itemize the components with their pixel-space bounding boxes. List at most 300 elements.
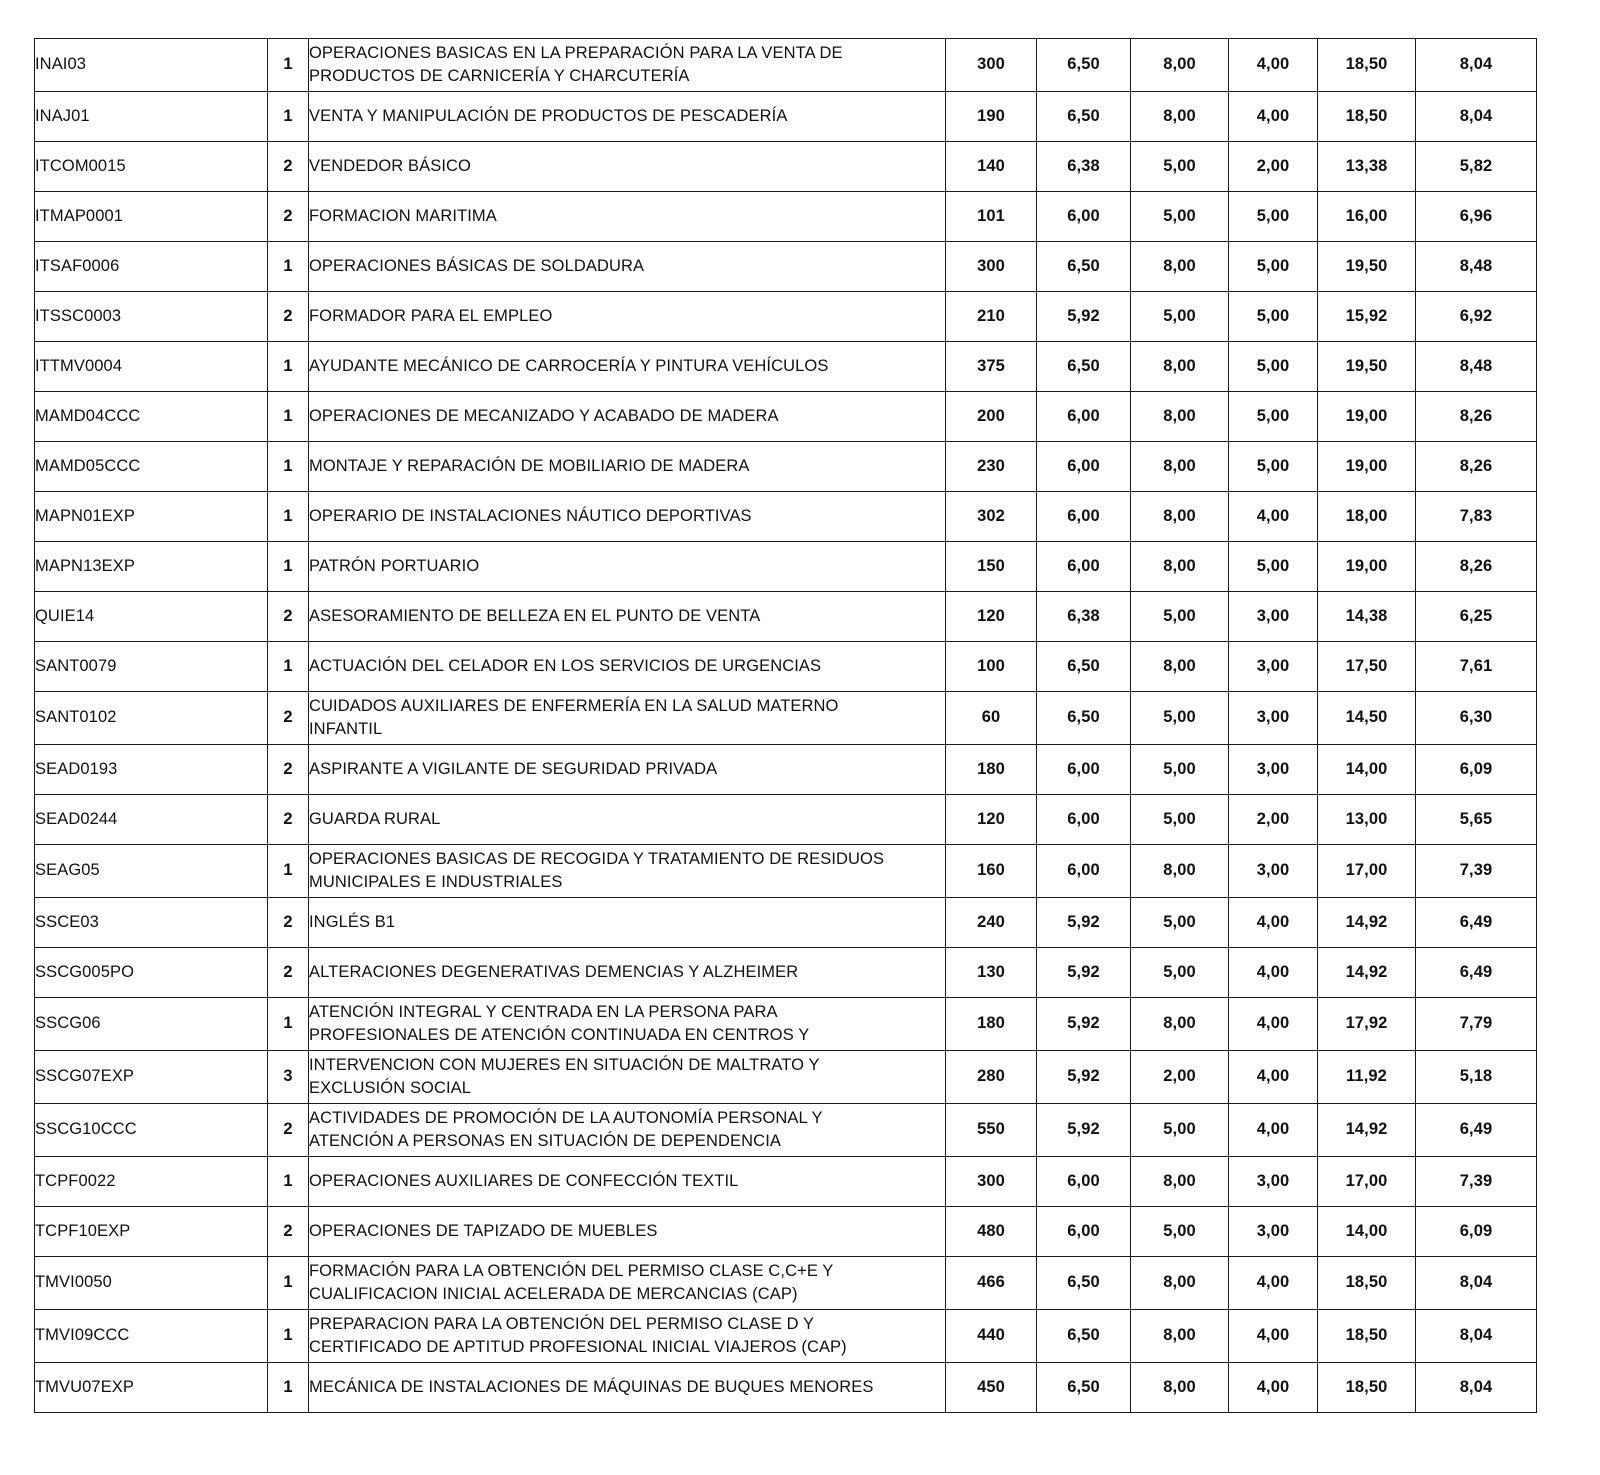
cell-total: 14,00	[1318, 1207, 1416, 1257]
cell-horas: 450	[946, 1363, 1037, 1413]
cell-codigo: TMVU07EXP	[35, 1363, 268, 1413]
cell-valor3: 5,00	[1229, 292, 1318, 342]
cell-codigo: SEAD0244	[35, 795, 268, 845]
cell-total: 18,50	[1318, 39, 1416, 92]
cell-denominacion	[309, 1051, 946, 1104]
cell-numero: 2	[268, 898, 309, 948]
cell-numero: 1	[268, 1363, 309, 1413]
cell-valor2: 8,00	[1131, 392, 1229, 442]
cell-total: 19,00	[1318, 392, 1416, 442]
cell-horas: 480	[946, 1207, 1037, 1257]
cell-valor3: 3,00	[1229, 845, 1318, 898]
cell-total: 16,00	[1318, 192, 1416, 242]
cell-denominacion	[309, 392, 946, 442]
denominacion-line: OPERACIONES BASICAS DE RECOGIDA Y TRATAMIENTO DE RESIDUOS	[309, 850, 885, 869]
cell-puntuacion: 7,83	[1416, 492, 1537, 542]
cell-denominacion	[309, 342, 946, 392]
cell-puntuacion: 7,61	[1416, 642, 1537, 692]
cell-numero: 1	[268, 1157, 309, 1207]
table-row	[35, 142, 1537, 192]
denominacion-line: ATENCIÓN A PERSONAS EN SITUACIÓN DE DEPENDENCIA	[309, 1131, 781, 1150]
cell-valor2: 8,00	[1131, 39, 1229, 92]
cell-valor1: 6,00	[1037, 542, 1131, 592]
cell-valor2: 5,00	[1131, 1207, 1229, 1257]
cell-horas: 300	[946, 242, 1037, 292]
cell-denominacion	[309, 492, 946, 542]
cell-denominacion	[309, 542, 946, 592]
cell-valor1: 6,50	[1037, 39, 1131, 92]
table-row	[35, 795, 1537, 845]
cell-horas: 440	[946, 1310, 1037, 1363]
table-row	[35, 845, 1537, 898]
cell-horas: 302	[946, 492, 1037, 542]
cell-valor1: 6,00	[1037, 192, 1131, 242]
denominacion-line: CUIDADOS AUXILIARES DE ENFERMERÍA EN LA SALUD MATERNO	[309, 697, 839, 716]
cell-valor3: 5,00	[1229, 192, 1318, 242]
cell-valor3: 2,00	[1229, 795, 1318, 845]
cell-codigo: SANT0102	[35, 692, 268, 745]
cell-total: 18,00	[1318, 492, 1416, 542]
cell-valor2: 8,00	[1131, 242, 1229, 292]
table-row	[35, 1257, 1537, 1310]
cell-numero: 1	[268, 1257, 309, 1310]
cell-total: 14,38	[1318, 592, 1416, 642]
cell-puntuacion: 7,79	[1416, 998, 1537, 1051]
table-row	[35, 1310, 1537, 1363]
cell-puntuacion: 6,49	[1416, 898, 1537, 948]
cell-puntuacion: 7,39	[1416, 845, 1537, 898]
cell-codigo: TMVI09CCC	[35, 1310, 268, 1363]
cell-numero: 1	[268, 845, 309, 898]
cell-total: 17,50	[1318, 642, 1416, 692]
cell-valor1: 6,50	[1037, 342, 1131, 392]
cell-valor2: 8,00	[1131, 845, 1229, 898]
cell-denominacion	[309, 1363, 946, 1413]
denominacion-line: OPERACIONES DE MECANIZADO Y ACABADO DE MADERA	[309, 406, 779, 425]
cell-numero: 2	[268, 745, 309, 795]
cell-puntuacion: 8,04	[1416, 1363, 1537, 1413]
cell-valor2: 5,00	[1131, 192, 1229, 242]
table-row	[35, 1051, 1537, 1104]
cell-codigo: INAJ01	[35, 92, 268, 142]
cell-numero: 1	[268, 342, 309, 392]
cell-valor2: 8,00	[1131, 442, 1229, 492]
cell-valor2: 8,00	[1131, 998, 1229, 1051]
denominacion-line: ASPIRANTE A VIGILANTE DE SEGURIDAD PRIVADA	[309, 759, 718, 778]
cell-total: 18,50	[1318, 1310, 1416, 1363]
table-row	[35, 442, 1537, 492]
cell-codigo: ITTMV0004	[35, 342, 268, 392]
table-row	[35, 342, 1537, 392]
cell-denominacion	[309, 1257, 946, 1310]
denominacion-line: PREPARACION PARA LA OBTENCIÓN DEL PERMISO CLASE D Y	[309, 1315, 815, 1334]
cell-codigo: ITSAF0006	[35, 242, 268, 292]
cell-horas: 150	[946, 542, 1037, 592]
cell-total: 14,92	[1318, 1104, 1416, 1157]
cell-valor3: 3,00	[1229, 1207, 1318, 1257]
cell-horas: 300	[946, 39, 1037, 92]
cell-valor2: 5,00	[1131, 142, 1229, 192]
cell-numero: 1	[268, 1310, 309, 1363]
cell-valor1: 6,50	[1037, 642, 1131, 692]
cell-puntuacion: 8,48	[1416, 242, 1537, 292]
denominacion-line: OPERACIONES DE TAPIZADO DE MUEBLES	[309, 1221, 658, 1240]
cell-total: 14,50	[1318, 692, 1416, 745]
cell-codigo: SEAG05	[35, 845, 268, 898]
cell-horas: 300	[946, 1157, 1037, 1207]
cell-denominacion	[309, 692, 946, 745]
cell-total: 11,92	[1318, 1051, 1416, 1104]
cell-codigo: MAMD05CCC	[35, 442, 268, 492]
cell-codigo: MAPN13EXP	[35, 542, 268, 592]
table-row	[35, 92, 1537, 142]
cell-valor1: 6,50	[1037, 692, 1131, 745]
table-row	[35, 542, 1537, 592]
table-row	[35, 745, 1537, 795]
cell-valor1: 5,92	[1037, 292, 1131, 342]
cell-numero: 1	[268, 92, 309, 142]
cell-numero: 2	[268, 142, 309, 192]
cell-valor2: 5,00	[1131, 1104, 1229, 1157]
cell-valor2: 5,00	[1131, 795, 1229, 845]
cell-numero: 2	[268, 192, 309, 242]
cell-puntuacion: 6,09	[1416, 1207, 1537, 1257]
cell-denominacion	[309, 192, 946, 242]
cell-horas: 550	[946, 1104, 1037, 1157]
cell-denominacion	[309, 642, 946, 692]
cell-denominacion	[309, 948, 946, 998]
cell-puntuacion: 6,09	[1416, 745, 1537, 795]
denominacion-line: MUNICIPALES E INDUSTRIALES	[309, 872, 563, 891]
cell-puntuacion: 8,04	[1416, 1310, 1537, 1363]
cell-valor3: 4,00	[1229, 1257, 1318, 1310]
cell-numero: 1	[268, 242, 309, 292]
cell-total: 17,92	[1318, 998, 1416, 1051]
denominacion-line: ACTUACIÓN DEL CELADOR EN LOS SERVICIOS DE URGENCIAS	[309, 656, 822, 675]
cell-codigo: ITCOM0015	[35, 142, 268, 192]
cell-horas: 160	[946, 845, 1037, 898]
cell-numero: 2	[268, 1104, 309, 1157]
cell-valor3: 4,00	[1229, 898, 1318, 948]
denominacion-line: ALTERACIONES DEGENERATIVAS DEMENCIAS Y ALZHEIMER	[309, 962, 799, 981]
cell-codigo: SSCG06	[35, 998, 268, 1051]
denominacion-line: CUALIFICACION INICIAL ACELERADA DE MERCANCIAS (CAP)	[309, 1284, 798, 1303]
cell-total: 14,92	[1318, 898, 1416, 948]
cell-total: 19,00	[1318, 442, 1416, 492]
denominacion-line: OPERACIONES BÁSICAS DE SOLDADURA	[309, 256, 645, 275]
table-row	[35, 998, 1537, 1051]
cell-puntuacion: 8,26	[1416, 442, 1537, 492]
cell-valor3: 3,00	[1229, 592, 1318, 642]
cell-total: 19,00	[1318, 542, 1416, 592]
cell-denominacion	[309, 998, 946, 1051]
cell-denominacion	[309, 242, 946, 292]
cell-valor1: 6,50	[1037, 92, 1131, 142]
denominacion-line: EXCLUSIÓN SOCIAL	[309, 1078, 472, 1097]
table-body	[35, 39, 1537, 1413]
denominacion-line: INGLÉS B1	[309, 912, 396, 931]
cell-total: 18,50	[1318, 92, 1416, 142]
cell-codigo: MAMD04CCC	[35, 392, 268, 442]
cell-codigo: TCPF10EXP	[35, 1207, 268, 1257]
cell-valor1: 6,50	[1037, 1310, 1131, 1363]
cell-valor2: 5,00	[1131, 745, 1229, 795]
cell-horas: 230	[946, 442, 1037, 492]
cell-valor1: 5,92	[1037, 948, 1131, 998]
cell-horas: 200	[946, 392, 1037, 442]
cell-codigo: SSCG07EXP	[35, 1051, 268, 1104]
cell-puntuacion: 8,04	[1416, 1257, 1537, 1310]
cell-horas: 190	[946, 92, 1037, 142]
cell-puntuacion: 6,49	[1416, 948, 1537, 998]
cell-numero: 1	[268, 542, 309, 592]
cell-valor1: 6,00	[1037, 1207, 1131, 1257]
cell-valor2: 5,00	[1131, 292, 1229, 342]
denominacion-line: OPERACIONES AUXILIARES DE CONFECCIÓN TEXTIL	[309, 1171, 739, 1190]
cell-valor1: 6,50	[1037, 1257, 1131, 1310]
cell-total: 17,00	[1318, 1157, 1416, 1207]
cell-codigo: SSCG10CCC	[35, 1104, 268, 1157]
cell-denominacion	[309, 39, 946, 92]
cell-numero: 2	[268, 795, 309, 845]
cell-denominacion	[309, 92, 946, 142]
cell-valor3: 4,00	[1229, 1310, 1318, 1363]
table-row	[35, 492, 1537, 542]
cell-valor1: 5,92	[1037, 898, 1131, 948]
cell-total: 19,50	[1318, 242, 1416, 292]
cell-puntuacion: 8,26	[1416, 392, 1537, 442]
cell-numero: 2	[268, 1207, 309, 1257]
denominacion-line: MECÁNICA DE INSTALACIONES DE MÁQUINAS DE BUQUES MENORES	[309, 1377, 874, 1396]
cell-codigo: SSCE03	[35, 898, 268, 948]
cell-codigo: ITMAP0001	[35, 192, 268, 242]
cell-denominacion	[309, 745, 946, 795]
cell-valor2: 8,00	[1131, 1310, 1229, 1363]
cell-valor2: 5,00	[1131, 948, 1229, 998]
courses-table	[34, 38, 1537, 1413]
table-row	[35, 39, 1537, 92]
cell-valor3: 5,00	[1229, 542, 1318, 592]
cell-puntuacion: 5,65	[1416, 795, 1537, 845]
cell-puntuacion: 5,18	[1416, 1051, 1537, 1104]
cell-valor1: 5,92	[1037, 1104, 1131, 1157]
table-row	[35, 1207, 1537, 1257]
table-row	[35, 1157, 1537, 1207]
cell-valor1: 6,00	[1037, 1157, 1131, 1207]
cell-codigo: QUIE14	[35, 592, 268, 642]
cell-horas: 101	[946, 192, 1037, 242]
cell-valor2: 8,00	[1131, 492, 1229, 542]
cell-denominacion	[309, 795, 946, 845]
cell-numero: 1	[268, 642, 309, 692]
cell-valor2: 8,00	[1131, 1157, 1229, 1207]
denominacion-line: PRODUCTOS DE CARNICERÍA Y CHARCUTERÍA	[309, 66, 690, 85]
cell-valor3: 4,00	[1229, 998, 1318, 1051]
cell-codigo: SSCG005PO	[35, 948, 268, 998]
table-row	[35, 898, 1537, 948]
cell-valor3: 3,00	[1229, 745, 1318, 795]
cell-codigo: SEAD0193	[35, 745, 268, 795]
denominacion-line: AYUDANTE MECÁNICO DE CARROCERÍA Y PINTURA VEHÍCULOS	[309, 356, 829, 375]
denominacion-line: OPERARIO DE INSTALACIONES NÁUTICO DEPORTIVAS	[309, 506, 752, 525]
cell-numero: 2	[268, 292, 309, 342]
cell-total: 19,50	[1318, 342, 1416, 392]
denominacion-line: FORMACIÓN PARA LA OBTENCIÓN DEL PERMISO CLASE C,C+E Y	[309, 1262, 834, 1281]
cell-numero: 2	[268, 948, 309, 998]
cell-horas: 466	[946, 1257, 1037, 1310]
cell-denominacion	[309, 1310, 946, 1363]
cell-valor2: 8,00	[1131, 1257, 1229, 1310]
denominacion-line: VENDEDOR BÁSICO	[309, 156, 471, 175]
cell-valor3: 3,00	[1229, 1157, 1318, 1207]
cell-horas: 180	[946, 745, 1037, 795]
cell-numero: 1	[268, 998, 309, 1051]
cell-valor3: 4,00	[1229, 492, 1318, 542]
cell-horas: 140	[946, 142, 1037, 192]
cell-valor1: 6,38	[1037, 142, 1131, 192]
cell-codigo: ITSSC0003	[35, 292, 268, 342]
cell-codigo: INAI03	[35, 39, 268, 92]
cell-puntuacion: 8,48	[1416, 342, 1537, 392]
cell-puntuacion: 8,04	[1416, 92, 1537, 142]
table-row	[35, 592, 1537, 642]
cell-puntuacion: 6,96	[1416, 192, 1537, 242]
table-row	[35, 1363, 1537, 1413]
cell-horas: 130	[946, 948, 1037, 998]
cell-puntuacion: 8,26	[1416, 542, 1537, 592]
cell-valor2: 5,00	[1131, 592, 1229, 642]
denominacion-line: GUARDA RURAL	[309, 809, 441, 828]
cell-horas: 210	[946, 292, 1037, 342]
cell-total: 17,00	[1318, 845, 1416, 898]
cell-denominacion	[309, 442, 946, 492]
cell-denominacion	[309, 898, 946, 948]
cell-valor1: 5,92	[1037, 998, 1131, 1051]
cell-puntuacion: 6,25	[1416, 592, 1537, 642]
denominacion-line: FORMADOR PARA EL EMPLEO	[309, 306, 553, 325]
cell-denominacion	[309, 592, 946, 642]
cell-valor1: 6,00	[1037, 392, 1131, 442]
cell-valor3: 4,00	[1229, 1051, 1318, 1104]
table-row	[35, 192, 1537, 242]
cell-valor3: 4,00	[1229, 1104, 1318, 1157]
cell-valor3: 4,00	[1229, 39, 1318, 92]
cell-horas: 180	[946, 998, 1037, 1051]
cell-puntuacion: 8,04	[1416, 39, 1537, 92]
cell-valor1: 6,00	[1037, 845, 1131, 898]
denominacion-line: OPERACIONES BASICAS EN LA PREPARACIÓN PARA LA VENTA DE	[309, 44, 843, 63]
cell-puntuacion: 5,82	[1416, 142, 1537, 192]
cell-denominacion	[309, 1207, 946, 1257]
denominacion-line: FORMACION MARITIMA	[309, 206, 497, 225]
denominacion-line: VENTA Y MANIPULACIÓN DE PRODUCTOS DE PESCADERÍA	[309, 106, 788, 125]
cell-horas: 280	[946, 1051, 1037, 1104]
cell-valor3: 4,00	[1229, 92, 1318, 142]
cell-valor2: 8,00	[1131, 1363, 1229, 1413]
cell-valor3: 5,00	[1229, 392, 1318, 442]
cell-valor3: 4,00	[1229, 948, 1318, 998]
cell-denominacion	[309, 1157, 946, 1207]
cell-total: 18,50	[1318, 1363, 1416, 1413]
cell-numero: 1	[268, 39, 309, 92]
denominacion-line: INFANTIL	[309, 719, 383, 738]
cell-total: 14,92	[1318, 948, 1416, 998]
denominacion-line: CERTIFICADO DE APTITUD PROFESIONAL INICIAL VIAJEROS (CAP)	[309, 1337, 847, 1356]
cell-numero: 1	[268, 492, 309, 542]
cell-total: 14,00	[1318, 745, 1416, 795]
cell-valor1: 6,00	[1037, 442, 1131, 492]
cell-horas: 240	[946, 898, 1037, 948]
cell-horas: 100	[946, 642, 1037, 692]
table-row	[35, 1104, 1537, 1157]
cell-numero: 3	[268, 1051, 309, 1104]
cell-denominacion	[309, 1104, 946, 1157]
cell-denominacion	[309, 845, 946, 898]
cell-valor3: 5,00	[1229, 442, 1318, 492]
denominacion-line: PATRÓN PORTUARIO	[309, 556, 480, 575]
cell-valor3: 3,00	[1229, 692, 1318, 745]
cell-horas: 120	[946, 592, 1037, 642]
cell-codigo: SANT0079	[35, 642, 268, 692]
cell-valor1: 6,00	[1037, 492, 1131, 542]
table-row	[35, 948, 1537, 998]
cell-valor3: 2,00	[1229, 142, 1318, 192]
cell-codigo: TMVI0050	[35, 1257, 268, 1310]
cell-valor3: 5,00	[1229, 242, 1318, 292]
cell-valor2: 5,00	[1131, 692, 1229, 745]
cell-valor2: 2,00	[1131, 1051, 1229, 1104]
denominacion-line: ATENCIÓN INTEGRAL Y CENTRADA EN LA PERSONA PARA	[309, 1003, 778, 1022]
cell-puntuacion: 7,39	[1416, 1157, 1537, 1207]
cell-valor3: 3,00	[1229, 642, 1318, 692]
cell-codigo: MAPN01EXP	[35, 492, 268, 542]
table-row	[35, 692, 1537, 745]
cell-valor1: 6,00	[1037, 745, 1131, 795]
cell-codigo: TCPF0022	[35, 1157, 268, 1207]
cell-puntuacion: 6,49	[1416, 1104, 1537, 1157]
table-row	[35, 392, 1537, 442]
cell-numero: 2	[268, 592, 309, 642]
cell-puntuacion: 6,92	[1416, 292, 1537, 342]
cell-total: 13,00	[1318, 795, 1416, 845]
denominacion-line: INTERVENCION CON MUJERES EN SITUACIÓN DE MALTRATO Y	[309, 1056, 820, 1075]
cell-valor1: 6,38	[1037, 592, 1131, 642]
table-row	[35, 242, 1537, 292]
cell-numero: 1	[268, 442, 309, 492]
cell-valor1: 6,00	[1037, 795, 1131, 845]
cell-numero: 2	[268, 692, 309, 745]
cell-horas: 375	[946, 342, 1037, 392]
cell-puntuacion: 6,30	[1416, 692, 1537, 745]
cell-valor2: 8,00	[1131, 342, 1229, 392]
table-row	[35, 642, 1537, 692]
cell-horas: 120	[946, 795, 1037, 845]
cell-valor3: 4,00	[1229, 1363, 1318, 1413]
cell-valor2: 8,00	[1131, 92, 1229, 142]
cell-valor3: 5,00	[1229, 342, 1318, 392]
cell-total: 15,92	[1318, 292, 1416, 342]
denominacion-line: MONTAJE Y REPARACIÓN DE MOBILIARIO DE MADERA	[309, 456, 750, 475]
cell-valor1: 6,50	[1037, 242, 1131, 292]
denominacion-line: PROFESIONALES DE ATENCIÓN CONTINUADA EN CENTROS Y	[309, 1025, 810, 1044]
cell-valor1: 5,92	[1037, 1051, 1131, 1104]
denominacion-line: ACTIVIDADES DE PROMOCIÓN DE LA AUTONOMÍA PERSONAL Y	[309, 1109, 823, 1128]
cell-valor2: 5,00	[1131, 898, 1229, 948]
denominacion-line: ASESORAMIENTO DE BELLEZA EN EL PUNTO DE VENTA	[309, 606, 761, 625]
cell-numero: 1	[268, 392, 309, 442]
cell-denominacion	[309, 292, 946, 342]
cell-valor1: 6,50	[1037, 1363, 1131, 1413]
